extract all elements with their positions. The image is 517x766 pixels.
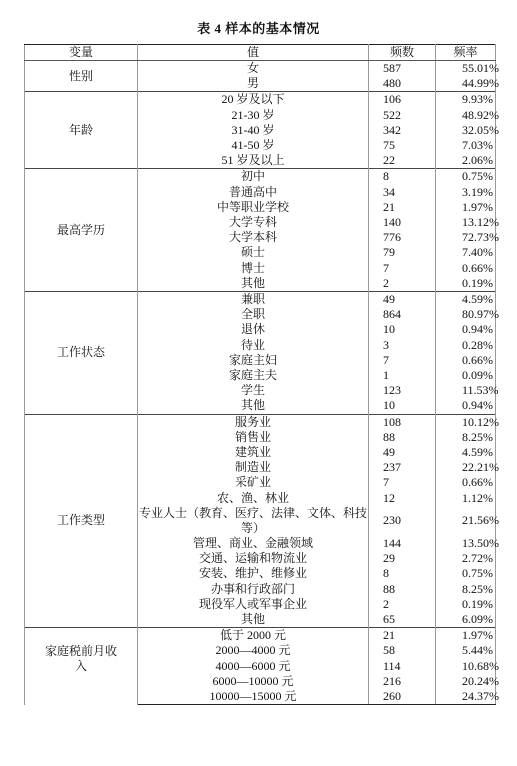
value-cell: 全职 [138,307,369,322]
value-cell: 2000—4000 元 [138,643,369,658]
value-cell: 采矿业 [138,475,369,490]
variable-cell: 家庭税前月收入 [25,628,138,705]
value-cell: 31-40 岁 [138,123,369,138]
value-cell: 其他 [138,276,369,292]
frequency-cell: 140 [369,215,436,230]
frequency-cell: 8 [369,169,436,185]
value-cell: 男 [138,76,369,92]
table-row [25,92,496,108]
frequency-cell: 75 [369,138,436,153]
header-value: 值 [138,45,369,61]
percentage-cell: 44.99% [436,76,496,92]
percentage-cell: 55.01% [436,61,496,77]
percentage-cell: 22.21% [436,460,496,475]
percentage-cell: 32.05% [436,123,496,138]
frequency-cell: 342 [369,123,436,138]
percentage-cell: 2.72% [436,551,496,566]
percentage-cell: 48.92% [436,108,496,123]
frequency-cell: 114 [369,659,436,674]
table-header [25,45,496,61]
value-cell: 女 [138,61,369,77]
percentage-cell: 6.09% [436,612,496,628]
percentage-cell: 0.09% [436,368,496,383]
frequency-cell: 776 [369,230,436,245]
value-cell: 20 岁及以下 [138,92,369,108]
percentage-cell: 21.56% [436,506,496,536]
frequency-cell: 79 [369,245,436,260]
frequency-cell: 65 [369,612,436,628]
header-row [25,45,496,61]
frequency-cell: 237 [369,460,436,475]
frequency-cell: 864 [369,307,436,322]
percentage-cell: 20.24% [436,674,496,689]
value-cell: 安装、维护、维修业 [138,566,369,581]
value-cell: 硕士 [138,245,369,260]
value-cell: 其他 [138,398,369,414]
table-body [25,61,499,705]
table-row [25,414,496,430]
value-cell: 建筑业 [138,445,369,460]
percentage-cell: 0.19% [436,597,496,612]
percentage-cell: 0.75% [436,566,496,581]
value-cell: 初中 [138,169,369,185]
frequency-cell: 260 [369,689,436,705]
percentage-cell: 72.73% [436,230,496,245]
frequency-cell: 2 [369,597,436,612]
variable-cell: 工作类型 [25,414,138,627]
frequency-cell: 3 [369,338,436,353]
percentage-cell: 80.97% [436,307,496,322]
percentage-cell: 3.19% [436,185,496,200]
frequency-cell: 12 [369,491,436,506]
frequency-cell: 21 [369,628,436,644]
table-title: 表 4 样本的基本情况 [197,21,320,36]
frequency-cell: 29 [369,551,436,566]
frequency-cell: 21 [369,200,436,215]
percentage-cell: 8.25% [436,430,496,445]
percentage-cell: 0.94% [436,322,496,337]
frequency-cell: 8 [369,566,436,581]
value-cell: 交通、运输和物流业 [138,551,369,566]
percentage-cell: 10.68% [436,659,496,674]
frequency-cell: 522 [369,108,436,123]
frequency-cell: 10 [369,322,436,337]
frequency-cell: 230 [369,506,436,536]
frequency-cell: 7 [369,261,436,276]
value-cell: 农、渔、林业 [138,491,369,506]
value-cell: 兼职 [138,292,369,308]
variable-cell: 性别 [25,61,138,92]
percentage-cell: 0.19% [436,276,496,292]
frequency-cell: 22 [369,153,436,169]
value-cell: 10000—15000 元 [138,689,369,705]
value-cell: 学生 [138,383,369,398]
frequency-cell: 58 [369,643,436,658]
value-cell: 大学专科 [138,215,369,230]
frequency-cell: 144 [369,536,436,551]
percentage-cell: 7.03% [436,138,496,153]
value-cell: 专业人士（教育、医疗、法律、文体、科技等） [138,505,367,535]
frequency-cell: 7 [369,475,436,490]
percentage-cell: 2.06% [436,153,496,169]
percentage-cell: 13.12% [436,215,496,230]
frequency-cell: 123 [369,383,436,398]
value-cell: 4000—6000 元 [138,659,369,674]
percentage-cell: 0.66% [436,261,496,276]
percentage-cell: 9.93% [436,92,496,108]
value-cell: 51 岁及以上 [138,153,369,169]
frequency-cell: 88 [369,582,436,597]
variable-cell: 工作状态 [25,292,138,415]
value-cell: 待业 [138,338,369,353]
variable-cell: 最高学历 [25,169,138,292]
table-row [25,169,496,185]
frequency-cell: 587 [369,61,436,77]
value-cell: 低于 2000 元 [138,628,369,644]
table-row [25,292,496,308]
percentage-cell: 1.97% [436,628,496,644]
variable-cell: 年龄 [25,92,138,169]
frequency-cell: 10 [369,398,436,414]
frequency-cell: 49 [369,445,436,460]
value-cell: 6000—10000 元 [138,674,369,689]
frequency-cell: 106 [369,92,436,108]
sample-table [24,44,499,705]
percentage-cell: 8.25% [436,582,496,597]
percentage-cell: 10.12% [436,414,496,430]
frequency-cell: 49 [369,292,436,308]
value-cell: 现役军人或军事企业 [138,597,369,612]
percentage-cell: 13.50% [436,536,496,551]
percentage-cell: 0.75% [436,169,496,185]
percentage-cell: 0.94% [436,398,496,414]
percentage-cell: 0.28% [436,338,496,353]
table-row [25,61,496,77]
frequency-cell: 108 [369,414,436,430]
percentage-cell: 0.66% [436,353,496,368]
value-cell: 大学本科 [138,230,369,245]
table-row [25,628,496,644]
value-cell: 家庭主妇 [138,353,369,368]
percentage-cell: 11.53% [436,383,496,398]
value-cell: 办事和行政部门 [138,582,369,597]
percentage-cell: 4.59% [436,445,496,460]
percentage-cell: 1.97% [436,200,496,215]
header-frequency: 频数 [369,45,436,61]
percentage-cell: 24.37% [436,689,496,705]
percentage-cell: 0.66% [436,475,496,490]
value-cell: 制造业 [138,460,369,475]
frequency-cell: 88 [369,430,436,445]
frequency-cell: 216 [369,674,436,689]
frequency-cell: 2 [369,276,436,292]
percentage-cell: 5.44% [436,643,496,658]
value-cell: 退休 [138,322,369,337]
value-cell: 博士 [138,261,369,276]
percentage-cell: 7.40% [436,245,496,260]
percentage-cell: 1.12% [436,491,496,506]
value-cell: 普通高中 [138,185,369,200]
frequency-cell: 34 [369,185,436,200]
value-cell: 销售业 [138,430,369,445]
value-cell: 中等职业学校 [138,200,369,215]
value-cell: 家庭主夫 [138,368,369,383]
frequency-cell: 480 [369,76,436,92]
value-cell: 管理、商业、金融领域 [138,536,369,551]
percentage-cell: 4.59% [436,292,496,308]
value-cell: 21-30 岁 [138,108,369,123]
frequency-cell: 1 [369,368,436,383]
value-cell: 41-50 岁 [138,138,369,153]
value-cell: 服务业 [138,414,369,430]
frequency-cell: 7 [369,353,436,368]
header-variable: 变量 [25,45,138,61]
header-percentage: 频率 [436,45,496,61]
value-cell: 其他 [138,612,369,628]
